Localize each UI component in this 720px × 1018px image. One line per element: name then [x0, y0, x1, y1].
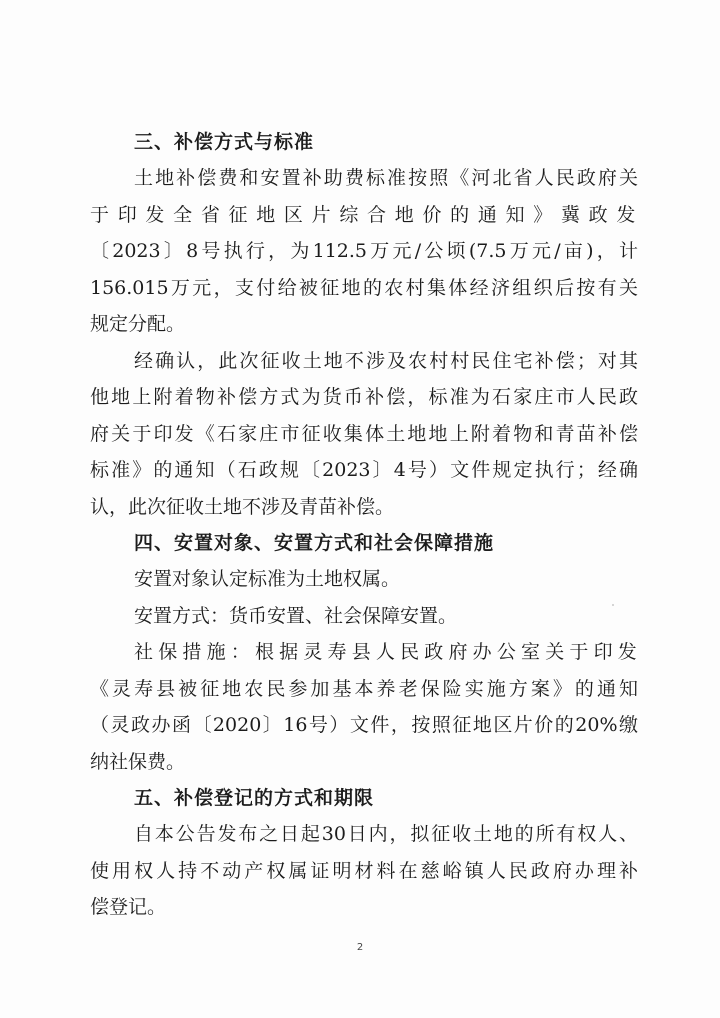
paragraph-registration-period	[90, 816, 638, 926]
paragraph-compensation-standard	[90, 160, 638, 343]
section-heading-registration: 五、补偿登记的方式和期限	[134, 787, 375, 809]
paragraph-attachment-compensation	[90, 343, 638, 526]
text-line: 标准》的通知（石政规〔2023〕4号）文件规定执行；经确	[90, 459, 638, 481]
text-line: 安置方式：货币安置、社会保障安置。	[134, 604, 458, 627]
text-line: 府关于印发《石家庄市征收集体土地地上附着物和青苗补偿	[90, 422, 638, 445]
text-line: 经确认，此次征收土地不涉及农村村民住宅补偿；对其	[134, 349, 638, 372]
section-heading-resettlement: 四、安置对象、安置方式和社会保障措施	[134, 532, 495, 554]
text-line: （灵政办函〔2020〕16号）文件，按照征地区片价的20%缴	[90, 714, 638, 736]
text-line: 使用权人持不动产权属证明材料在慈峪镇人民政府办理补	[90, 859, 638, 882]
text-line: 于印发全省征地区片综合地价的通知》冀政发	[90, 203, 638, 226]
section-heading-compensation: 三、补偿方式与标准	[134, 131, 315, 153]
text-line: 土地补偿费和安置补助费标准按照《河北省人民政府关	[134, 167, 638, 189]
text-line: 纳社保费。	[90, 750, 186, 773]
document-body	[90, 124, 638, 926]
paragraph-resettlement-target	[90, 561, 638, 598]
paragraph-social-security	[90, 634, 638, 780]
text-line: 社保措施：根据灵寿县人民政府办公室关于印发	[134, 641, 638, 663]
paragraph-resettlement-method	[90, 598, 638, 635]
text-line: 规定分配。	[90, 313, 186, 335]
text-line: 《灵寿县被征地农民参加基本养老保险实施方案》的通知	[90, 677, 638, 700]
text-line: 认，此次征收土地不涉及青苗补偿。	[90, 495, 395, 518]
text-line: 156.015万元，支付给被征地的农村集体经济组织后按有关	[90, 276, 638, 299]
page-number: 2	[356, 942, 364, 953]
text-line: 自本公告发布之日起30日内，拟征收土地的所有权人、	[134, 823, 638, 845]
text-line: 安置对象认定标准为土地权属。	[134, 568, 401, 590]
text-line: 〔2023〕8号执行，为112.5万元/公顷(7.5万元/亩)，计	[90, 240, 638, 262]
text-line: 偿登记。	[90, 896, 167, 918]
scan-speck	[612, 604, 614, 606]
text-line: 他地上附着物补偿方式为货币补偿，标准为石家庄市人民政	[90, 386, 638, 408]
